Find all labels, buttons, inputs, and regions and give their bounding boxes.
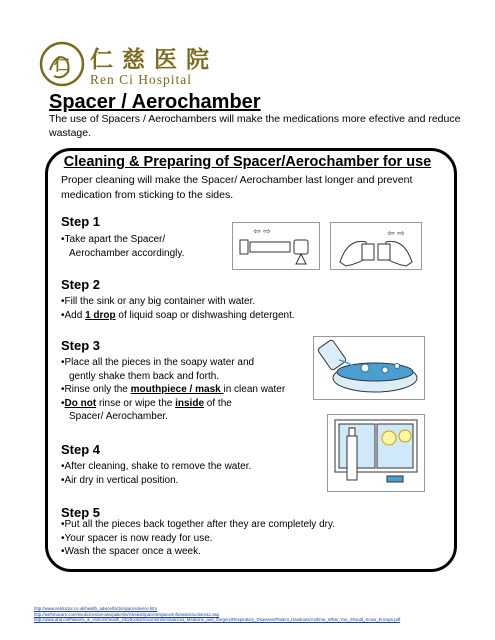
svg-text:⇦ ⇨: ⇦ ⇨ [387, 228, 405, 238]
document-intro: The use of Spacers / Aerochambers will make the medications more efective and reduce wastage. [49, 113, 461, 139]
step5-heading: Step 5 [61, 505, 101, 520]
document-title: Spacer / Aerochamber [49, 91, 261, 113]
step2-text: •Fill the sink or any big container with water. •Add 1 drop of liquid soap or dishwashing detergent. [61, 296, 295, 321]
soapy-water-illustration [313, 336, 425, 400]
org-name-cn: 仁慈医院 [90, 46, 218, 73]
box-title: Cleaning & Preparing of Spacer/Aerochamber for use [63, 154, 432, 170]
hospital-logo [38, 40, 86, 88]
step5-text: •Put all the pieces back together after they are completely dry. •Your spacer is now ready for use. •Wash the spacer once a week. [61, 519, 336, 557]
svg-text:⇦ ⇨: ⇦ ⇨ [253, 226, 271, 236]
svg-text:仁: 仁 [53, 55, 71, 74]
step3-text: •Place all the pieces in the soapy water and gently shake them back and forth. •Rinse only the mouthpiece / mask in clean water •Do not rinse or wipe the inside of the Spacer/ Aerochamber. [61, 357, 286, 422]
reference-link[interactable]: http://www.ahd.ca/Patients_&_Visitors/health_info/books/Documents/Advanced_Medicine_and_Surgery/Respiratory_Diseases/Patient_Handouts/Asthma_What_You_Should_Know_Encaps.pdf [34, 617, 401, 623]
step4-text: •After cleaning, shake to remove the water. •Air dry in vertical position. [61, 461, 252, 486]
step1-text: •Take apart the Spacer/ Aerochamber accordingly. [61, 234, 185, 259]
reference-link[interactable]: http://asthmacare.com/medicines/arrows/patients/inhaledSpacers/spacerinfo/asinstructions11.asp [34, 611, 220, 617]
step3-heading: Step 3 [61, 338, 101, 353]
box-intro: Proper cleaning will make the Spacer/ Aerochamber last longer and prevent medication from sticking to the sides. [61, 174, 413, 201]
step2-heading: Step 2 [61, 277, 101, 292]
hands-separating-illustration [330, 222, 422, 270]
step1-heading: Step 1 [61, 214, 101, 229]
spacer-apart-illustration [232, 222, 320, 270]
references [34, 606, 400, 623]
org-name-en: Ren Ci Hospital [90, 72, 192, 87]
step4-heading: Step 4 [61, 442, 101, 457]
air-dry-window-illustration [327, 414, 425, 492]
reference-link[interactable]: http://www.netdoctor.co.uk/health_advice/facts/spacerdevice.htm [34, 606, 158, 611]
